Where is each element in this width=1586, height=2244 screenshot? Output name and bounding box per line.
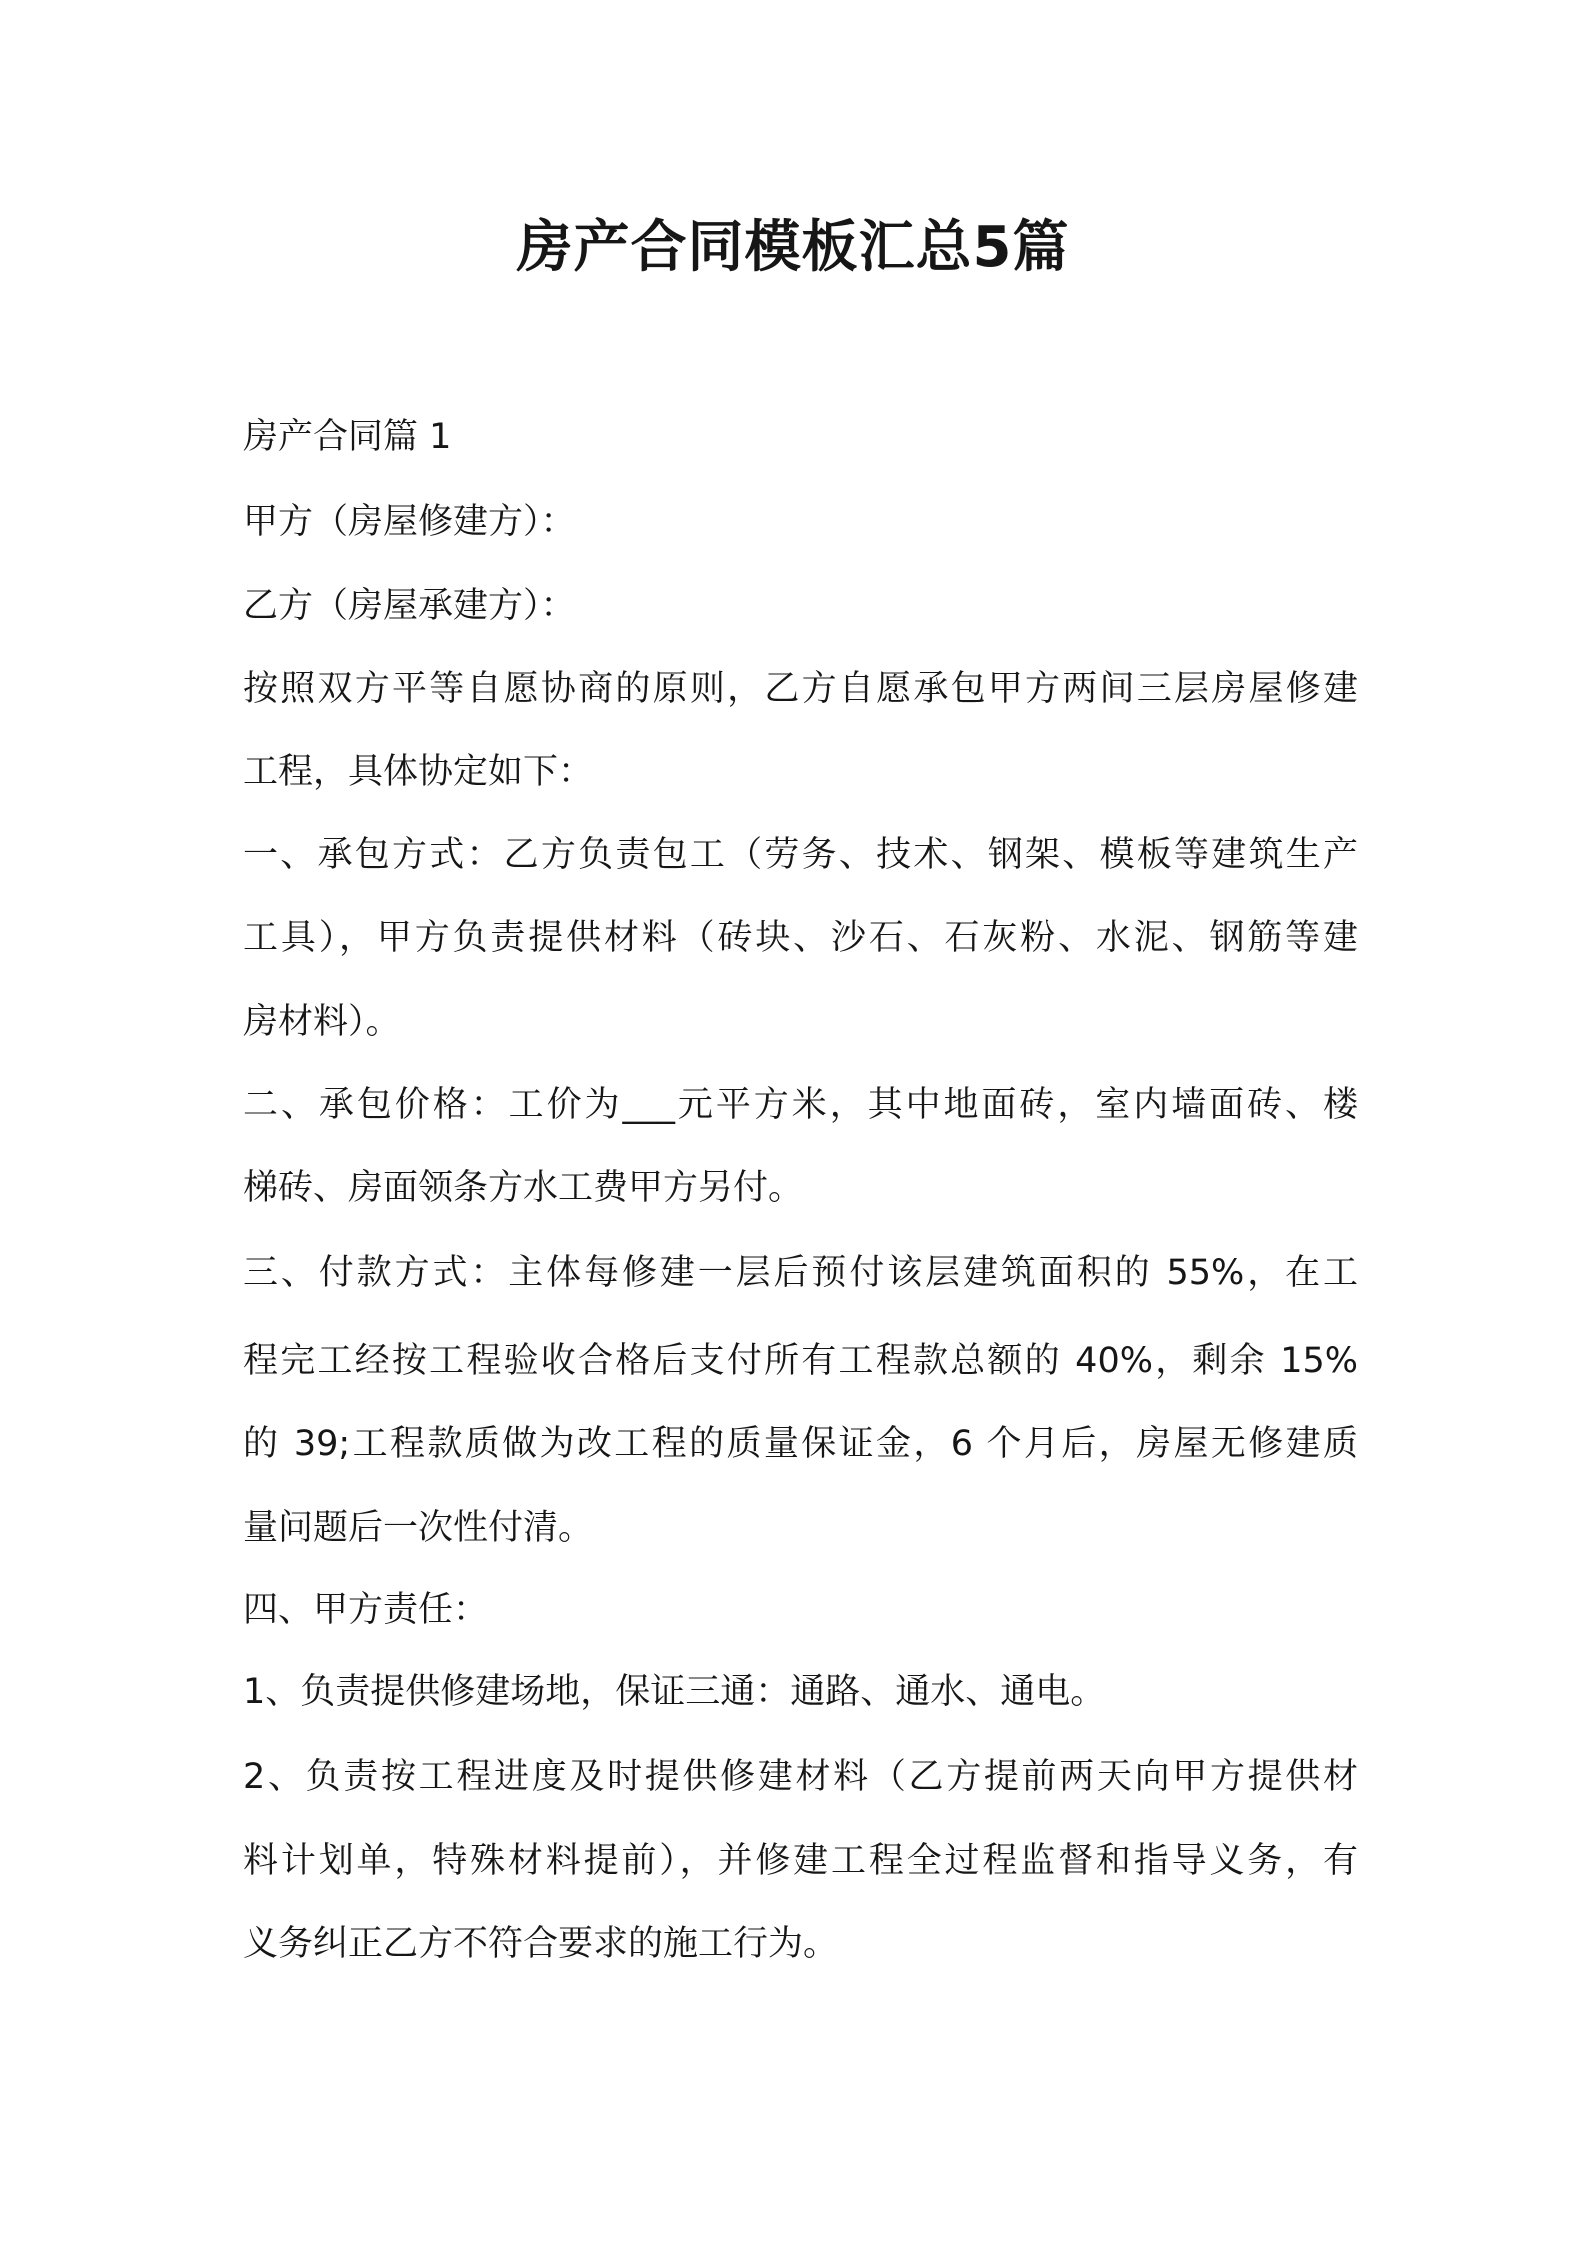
paragraph-line: 房材料）。 bbox=[243, 1002, 401, 1042]
paragraph-line: 四、甲方责任： bbox=[243, 1590, 489, 1630]
paragraph-line: 程完工经按工程验收合格后支付所有工程款总额的 40%，剩余 15% bbox=[243, 1341, 1358, 1381]
paragraph-line: 1、负责提供修建场地，保证三通：通路、通水、通电。 bbox=[243, 1672, 1106, 1712]
document-title: 房产合同模板汇总5篇 bbox=[516, 215, 1070, 280]
party-a-line: 甲方（房屋修建方）： bbox=[243, 502, 576, 542]
paragraph-line: 义务纠正乙方不符合要求的施工行为。 bbox=[243, 1924, 839, 1964]
paragraph-line: 按照双方平等自愿协商的原则，乙方自愿承包甲方两间三层房屋修建 bbox=[243, 669, 1358, 709]
paragraph-line: 的 39;工程款质做为改工程的质量保证金，6 个月后，房屋无修建质 bbox=[243, 1424, 1358, 1464]
paragraph-line: 三、付款方式：主体每修建一层后预付该层建筑面积的 55%，在工 bbox=[243, 1253, 1358, 1293]
section-heading: 房产合同篇 1 bbox=[243, 417, 452, 457]
paragraph-line: 2、负责按工程进度及时提供修建材料（乙方提前两天向甲方提供材 bbox=[243, 1757, 1358, 1797]
paragraph-line: 料计划单，特殊材料提前），并修建工程全过程监督和指导义务，有 bbox=[243, 1841, 1358, 1881]
paragraph-line: 工程，具体协定如下： bbox=[243, 752, 594, 792]
paragraph-line: 二、承包价格：工价为___元平方米，其中地面砖，室内墙面砖、楼 bbox=[243, 1085, 1358, 1125]
party-b-line: 乙方（房屋承建方）： bbox=[243, 586, 576, 626]
paragraph-line: 量问题后一次性付清。 bbox=[243, 1508, 594, 1548]
paragraph-line: 一、承包方式：乙方负责包工（劳务、技术、钢架、模板等建筑生产 bbox=[243, 835, 1358, 875]
paragraph-line: 梯砖、房面领条方水工费甲方另付。 bbox=[243, 1168, 804, 1208]
paragraph-line: 工具），甲方负责提供材料（砖块、沙石、石灰粉、水泥、钢筋等建 bbox=[243, 918, 1358, 958]
